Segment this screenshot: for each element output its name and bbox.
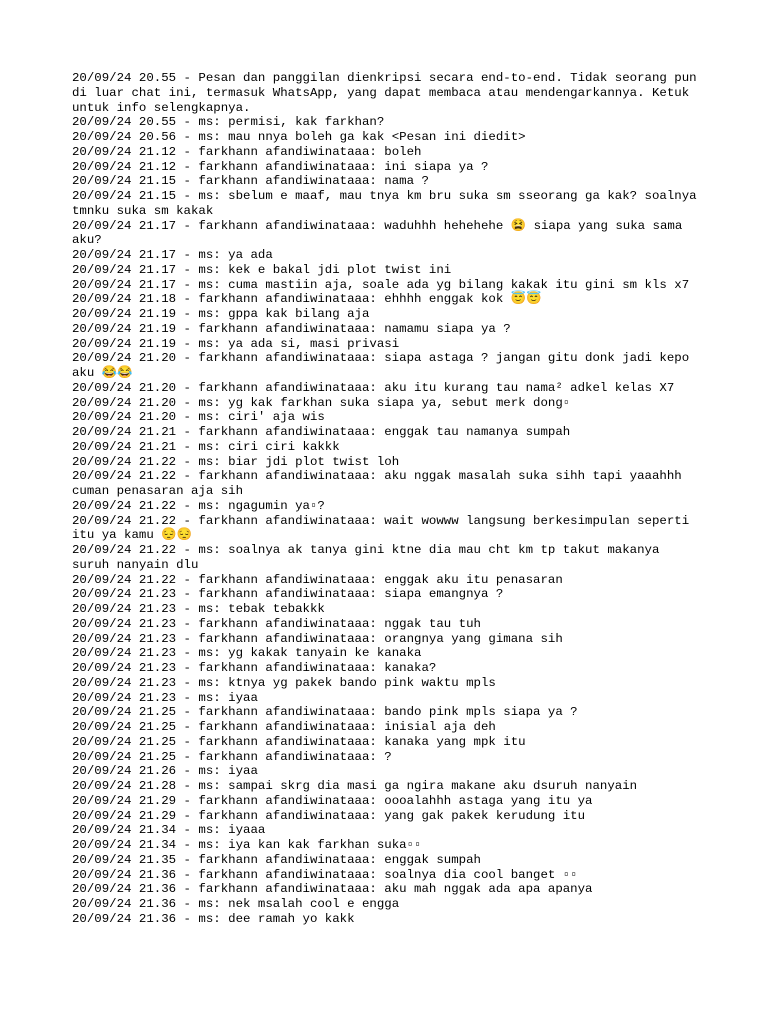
chat-line: 20/09/24 21.23 - farkhann afandiwinataaa: siapa emangnya ?	[72, 587, 504, 602]
chat-line: 20/09/24 21.17 - farkhann afandiwinataaa: waduhhh hehehehe 😫 siapa yang suka sama aku?	[72, 218, 690, 248]
chat-line: 20/09/24 21.22 - ms: ngagumin ya▫?	[72, 498, 325, 513]
chat-line: 20/09/24 21.17 - ms: kek e bakal jdi plot twist ini	[72, 262, 452, 277]
chat-line: 20/09/24 21.20 - ms: ciri' aja wis	[72, 410, 325, 425]
chat-line: 20/09/24 21.29 - farkhann afandiwinataaa: yang gak pakek kerudung itu	[72, 808, 586, 823]
chat-line: 20/09/24 21.22 - farkhann afandiwinataaa: aku nggak masalah suka sihh tapi yaaahhh cuman penasaran aja sih	[72, 469, 690, 498]
chat-line: 20/09/24 21.25 - farkhann afandiwinataaa: ?	[72, 749, 392, 764]
chat-line: 20/09/24 21.36 - farkhann afandiwinataaa: aku mah nggak ada apa apanya	[72, 882, 593, 897]
chat-line: 20/09/24 21.23 - ms: ktnya yg pakek bando pink waktu mpls	[72, 675, 496, 690]
chat-line: 20/09/24 21.25 - farkhann afandiwinataaa: kanaka yang mpk itu	[72, 734, 526, 749]
chat-line: 20/09/24 21.18 - farkhann afandiwinataaa: ehhhh enggak kok 😇😇	[72, 292, 542, 307]
chat-line: 20/09/24 21.22 - farkhann afandiwinataaa: wait wowww langsung berkesimpulan seperti itu ya kamu 😔😔	[72, 513, 697, 543]
chat-line: 20/09/24 21.23 - farkhann afandiwinataaa: nggak tau tuh	[72, 616, 481, 631]
chat-line: 20/09/24 21.23 - ms: tebak tebakkk	[72, 602, 325, 616]
chat-line: 20/09/24 21.25 - farkhann afandiwinataaa: inisial aja deh	[72, 720, 496, 734]
chat-line: 20/09/24 20.55 - Pesan dan panggilan dienkripsi secara end-to-end. Tidak seorang pun di luar chat ini, termasuk WhatsApp, yang dapat membaca atau mendengarkannya. Ketuk untuk info selengkapnya.	[72, 71, 705, 115]
chat-line: 20/09/24 21.15 - ms: sbelum e maaf, mau tnya km bru suka sm sseorang ga kak? soalnya tmnku suka sm kakak	[72, 189, 705, 218]
chat-line: 20/09/24 21.34 - ms: iyaaa	[72, 823, 266, 838]
chat-line: 20/09/24 21.36 - farkhann afandiwinataaa: soalnya dia cool banget ▫▫	[72, 867, 578, 882]
chat-line: 20/09/24 21.17 - ms: ya ada	[72, 248, 273, 262]
chat-line: 20/09/24 21.26 - ms: iyaa	[72, 764, 258, 779]
chat-line: 20/09/24 21.28 - ms: sampai skrg dia masi ga ngira makane aku dsuruh nanyain	[72, 779, 638, 793]
chat-line: 20/09/24 21.12 - farkhann afandiwinataaa: ini siapa ya ?	[72, 159, 489, 174]
chat-line: 20/09/24 21.35 - farkhann afandiwinataaa: enggak sumpah	[72, 852, 481, 867]
chat-line: 20/09/24 21.36 - ms: dee ramah yo kakk	[72, 911, 355, 926]
chat-line: 20/09/24 21.23 - ms: yg kakak tanyain ke kanaka	[72, 646, 422, 661]
chat-line: 20/09/24 21.20 - farkhann afandiwinataaa: siapa astaga ? jangan gitu donk jadi kepo aku 😂😂	[72, 351, 697, 380]
chat-line: 20/09/24 21.23 - farkhann afandiwinataaa: orangnya yang gimana sih	[72, 631, 563, 646]
chat-line: 20/09/24 21.23 - farkhann afandiwinataaa: kanaka?	[72, 661, 437, 675]
chat-line: 20/09/24 21.12 - farkhann afandiwinataaa: boleh	[72, 144, 422, 159]
chat-line: 20/09/24 21.34 - ms: iya kan kak farkhan suka▫▫	[72, 838, 422, 852]
chat-transcript	[72, 71, 705, 927]
chat-line: 20/09/24 21.23 - ms: iyaa	[72, 690, 258, 705]
chat-line: 20/09/24 21.19 - farkhann afandiwinataaa: namamu siapa ya ?	[72, 321, 511, 336]
chat-line: 20/09/24 21.36 - ms: nek msalah cool e engga	[72, 897, 400, 911]
chat-line: 20/09/24 21.25 - farkhann afandiwinataaa: bando pink mpls siapa ya ?	[72, 705, 578, 720]
chat-line: 20/09/24 21.22 - ms: biar jdi plot twist loh	[72, 454, 400, 469]
chat-line: 20/09/24 21.15 - farkhann afandiwinataaa: nama ?	[72, 174, 429, 189]
chat-line: 20/09/24 21.17 - ms: cuma mastiin aja, soale ada yg bilang kakak itu gini sm kls x7	[72, 277, 690, 292]
chat-line: 20/09/24 21.29 - farkhann afandiwinataaa: oooalahhh astaga yang itu ya	[72, 793, 593, 808]
chat-line: 20/09/24 20.55 - ms: permisi, kak farkhan?	[72, 115, 385, 130]
chat-line: 20/09/24 21.19 - ms: gppa kak bilang aja	[72, 307, 370, 321]
chat-line: 20/09/24 20.56 - ms: mau nnya boleh ga kak <Pesan ini diedit>	[72, 130, 526, 144]
chat-line: 20/09/24 21.19 - ms: ya ada si, masi privasi	[72, 336, 400, 351]
chat-line: 20/09/24 21.21 - ms: ciri ciri kakkk	[72, 439, 340, 454]
chat-line: 20/09/24 21.21 - farkhann afandiwinataaa: enggak tau namanya sumpah	[72, 425, 571, 439]
chat-line: 20/09/24 21.20 - farkhann afandiwinataaa: aku itu kurang tau nama² adkel kelas X7	[72, 380, 675, 395]
chat-line: 20/09/24 21.22 - ms: soalnya ak tanya gini ktne dia mau cht km tp takut makanya suruh nanyain dlu	[72, 543, 667, 572]
chat-line: 20/09/24 21.22 - farkhann afandiwinataaa: enggak aku itu penasaran	[72, 572, 563, 587]
chat-line: 20/09/24 21.20 - ms: yg kak farkhan suka siapa ya, sebut merk dong▫	[72, 395, 571, 410]
